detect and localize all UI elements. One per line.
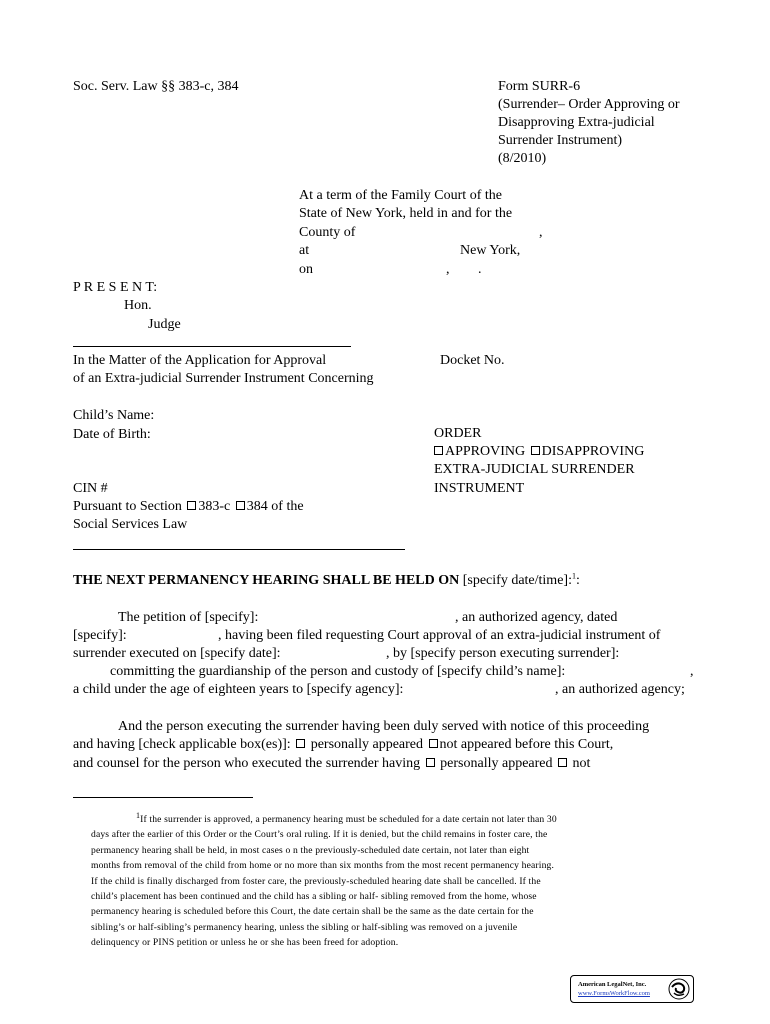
county-label: County of [299, 225, 356, 240]
person-not-appeared-label: not appeared before this Court, [439, 737, 614, 752]
caption-rule [73, 346, 351, 347]
footnote-line: days after the earlier of this Order or the Court’s oral ruling. If it is denied, but the child remains in foster care, the [91, 829, 548, 841]
on-comma: , [446, 262, 450, 277]
child-name-label: Child’s Name: [73, 408, 155, 423]
matter-line-2: of an Extra-judicial Surrender Instrument Concerning [73, 371, 374, 386]
globe-icon [668, 978, 690, 1000]
dob-label: Date of Birth: [73, 427, 151, 442]
petition-line-3b: , by [specify person executing surrender]: [386, 646, 620, 661]
on-label: on [299, 262, 313, 277]
pursuant-line [73, 498, 304, 516]
petition-line-3a: surrender executed on [specify date]: [73, 646, 281, 661]
statute-citation: Soc. Serv. Law §§ 383-c, 384 [73, 79, 239, 94]
form-line: Disapproving Extra-judicial [498, 115, 655, 130]
disapproving-checkbox[interactable] [531, 446, 540, 455]
petition-line-1a: The petition of [specify]: [118, 610, 259, 625]
footnote [91, 812, 691, 951]
counsel-not-checkbox[interactable] [558, 758, 567, 767]
court-line-2: State of New York, held in and for the [299, 206, 513, 221]
service-line-1: And the person executing the surrender having been duly served with notice of this proceeding [118, 719, 650, 734]
petition-line-2b: , having been filed requesting Court approval of an extra-judicial instrument of [218, 628, 661, 643]
permanency-hearing-line [73, 572, 580, 590]
county-comma: , [539, 225, 543, 240]
form-line: Surrender Instrument) [498, 133, 623, 148]
order-title-line-4: INSTRUMENT [434, 481, 525, 496]
footnote-line: delinquency or PINS petition or unless he or she has been freed for adoption. [91, 937, 399, 949]
footnote-line: months from removal of the child from home or no more than six months from the most recent permanency hearing. [91, 860, 555, 872]
court-line-1: At a term of the Family Court of the [299, 188, 502, 203]
counsel-label: and counsel for the person who executed the surrender having [73, 756, 421, 771]
footnote-line: permanency hearing shall be held, in most cases o n the previously-scheduled date certain, not later than eight [91, 844, 530, 856]
approving-label: APPROVING [445, 444, 526, 459]
person-appeared-checkbox[interactable] [296, 739, 305, 748]
publisher-url[interactable]: www.FormsWorkFlow.com [578, 990, 650, 997]
section-383c-label: 383-c [198, 499, 231, 514]
footnote-line: child’s placement has been continued and the child has a sibling or half- sibling removed from the home, whose [91, 891, 537, 903]
footnote-line: sibling’s or half-sibling’s permanency hearing, unless the sibling or half-sibling was removed on a juvenile [91, 921, 518, 933]
pursuant-prefix: Pursuant to Section [73, 499, 182, 514]
footnote-line: $^1$If the surrender is approved, a permanency hearing must be scheduled for a date certain not later than 30 [136, 810, 557, 825]
judge-label: Judge [148, 317, 181, 332]
hearing-specify: [specify date/time]: [459, 573, 572, 588]
order-options [434, 443, 644, 461]
check-applicable-label: and having [check applicable box(es)]: [73, 737, 291, 752]
publisher-name: American LegalNet, Inc. [578, 981, 647, 988]
footnote-separator [73, 797, 253, 798]
order-title-line-3: EXTRA-JUDICIAL SURRENDER [434, 462, 635, 477]
matter-line-1: In the Matter of the Application for Approval [73, 353, 327, 368]
social-services-law-label: Social Services Law [73, 517, 188, 532]
form-line: Form SURR-6 [498, 79, 581, 94]
petition-line-1b: , an authorized agency, dated [455, 610, 618, 625]
order-title: ORDER [434, 426, 482, 441]
petition-line-4b: , [690, 664, 694, 679]
on-period: . [478, 262, 482, 277]
present-label: P R E S E N T: [73, 280, 158, 295]
cin-label: CIN # [73, 481, 108, 496]
new-york-label: New York, [460, 243, 521, 258]
docket-label: Docket No. [440, 353, 505, 368]
person-not-appeared-checkbox[interactable] [429, 739, 438, 748]
petition-line-4a: committing the guardianship of the person and custody of [specify child’s name]: [110, 664, 566, 679]
disapproving-label: DISAPPROVING [541, 444, 645, 459]
caption-bottom-rule [73, 549, 405, 550]
publisher-logo [570, 975, 694, 1003]
petition-line-5b: , an authorized agency; [555, 682, 685, 697]
service-line-2 [73, 736, 613, 754]
section-384-checkbox[interactable] [236, 501, 245, 510]
hearing-heading: THE NEXT PERMANENCY HEARING SHALL BE HELD ON [73, 573, 460, 588]
service-line-3 [73, 755, 590, 773]
petition-line-2a: [specify]: [73, 628, 127, 643]
footnote-ref: 1 [571, 571, 576, 581]
petition-line-5a: a child under the age of eighteen years to [specify agency]: [73, 682, 404, 697]
approving-checkbox[interactable] [434, 446, 443, 455]
counsel-appeared-label: personally appeared [440, 756, 553, 771]
footnote-line: If the child is finally discharged from foster care, the previously-scheduled hearing date shall be cancelled. If the [91, 875, 541, 887]
hon-label: Hon. [124, 298, 152, 313]
footnote-marker: 1 [136, 810, 141, 820]
counsel-not-label: not [572, 756, 591, 771]
form-line: (Surrender– Order Approving or [498, 97, 680, 112]
hearing-colon: : [575, 573, 580, 588]
at-label: at [299, 243, 310, 258]
counsel-appeared-checkbox[interactable] [426, 758, 435, 767]
form-identifier [498, 78, 680, 168]
section-384-label: 384 of the [246, 499, 304, 514]
section-383c-checkbox[interactable] [187, 501, 196, 510]
form-line: (8/2010) [498, 151, 547, 166]
person-appeared-label: personally appeared [310, 737, 424, 752]
footnote-line: permanency hearing is scheduled before this Court, the date certain shall be the same as the date certain for the [91, 906, 534, 918]
